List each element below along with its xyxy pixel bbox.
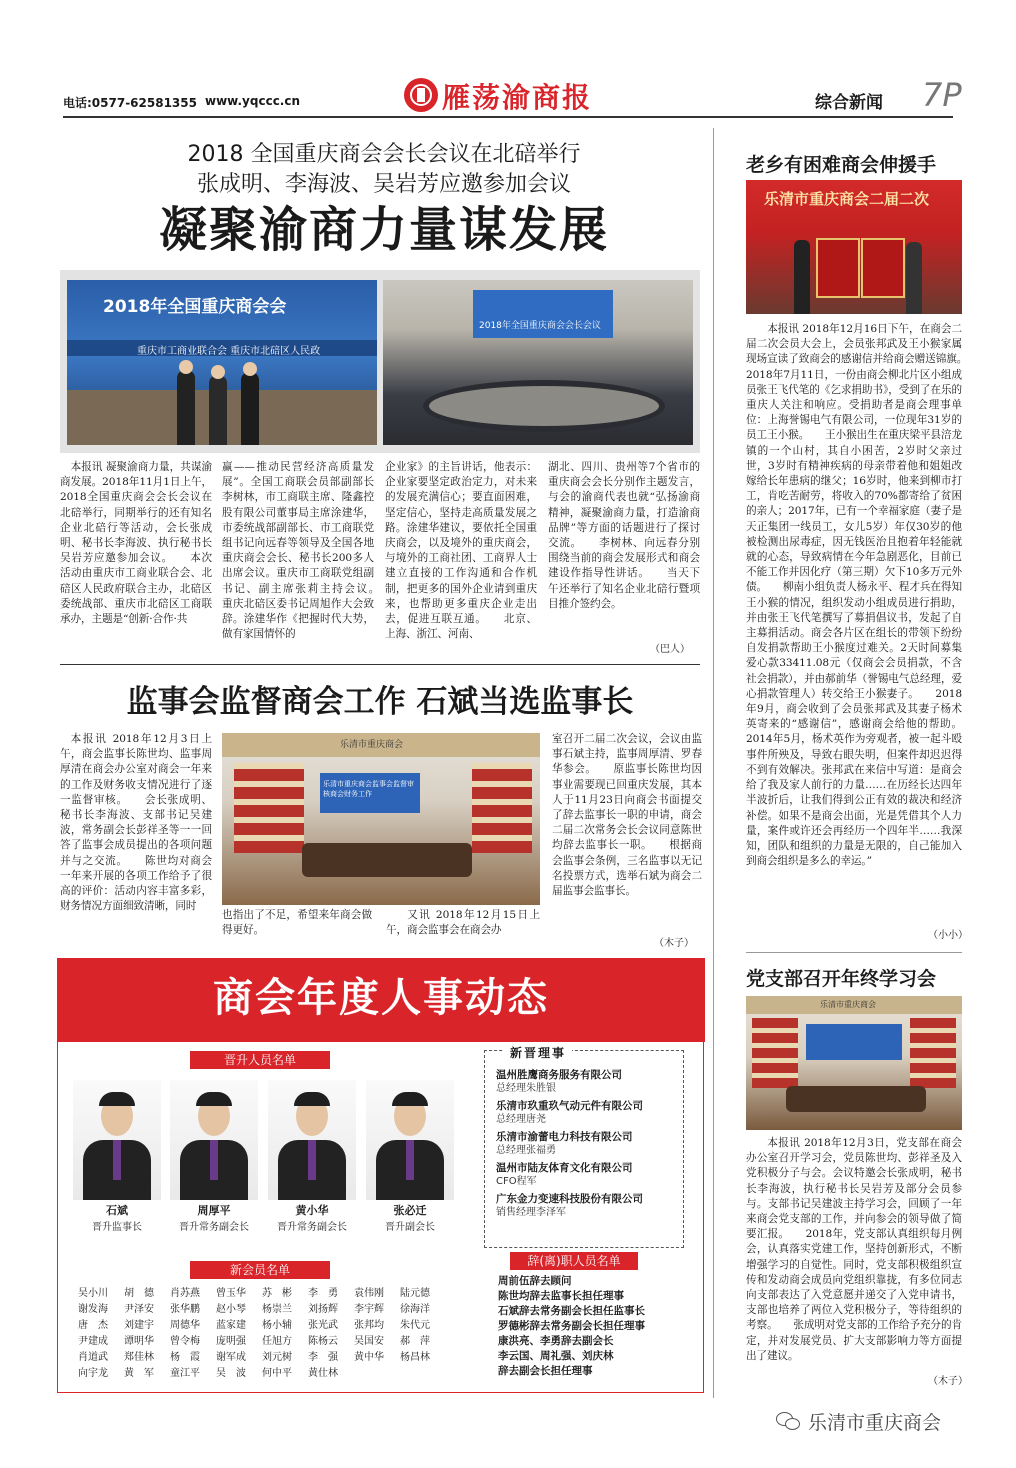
paper-name: 雁荡渝商报: [442, 81, 593, 114]
supervise-author: （木子）: [654, 938, 694, 949]
supervise-screen-text: 乐清市重庆商会监事会监督审核商会财务工作: [323, 780, 414, 798]
leave-item: 罗德彬辞去常务副会长担任理事: [498, 1320, 645, 1332]
leave-item: 周前伍辞去顾问: [498, 1275, 572, 1287]
sidebar2-wall-text: 乐清市重庆商会: [820, 1000, 876, 1009]
member-name: 任旭方: [262, 1336, 292, 1347]
leave-list: [498, 1274, 694, 1379]
member-name: 袁伟刚: [354, 1288, 384, 1299]
directors-header: 新晋理事: [504, 1044, 572, 1061]
personnel-title: 商会年度人事动态: [213, 975, 549, 1021]
member-name: 蓝家建: [216, 1320, 246, 1331]
member-name: 谭明华: [124, 1336, 154, 1347]
lead-photo-1: [67, 280, 377, 445]
member-name: 杨 霞: [170, 1352, 200, 1363]
sidebar1-title: 老乡有困难商会伸援手: [746, 154, 937, 176]
supervise-headline: 监事会监督商会工作 石斌当选监事长: [126, 684, 634, 720]
person-role: 晋升监事长: [92, 1222, 142, 1233]
member-name: 童江平: [170, 1368, 200, 1379]
member-name: 郑佳林: [124, 1352, 154, 1363]
director-item: 乐清市渝蕾电力科技有限公司 总经理张福勇: [496, 1131, 633, 1156]
member-name: 曾令梅: [170, 1336, 200, 1347]
leave-header: 辞(离)职人员名单: [510, 1252, 638, 1270]
supervise-wall-text: 乐清市重庆商会: [340, 740, 404, 750]
member-name: 刘建宇: [124, 1320, 154, 1331]
lead-text-col-3: 企业家》的主旨讲话，他表示：企业家要坚定政治定力，对未来的发展充满信心；要直面困难，坚定信心，坚持走高质量发展之路。涂建华建议，要依托全国重庆商会，以及境外的重庆商会，与境外的工商社团、工商界人士建立直接的工作沟通和合作机制，把更多的国外企业请到重庆来，也帮助更多重庆企业走出去，促进互联互通。 北京、上海、浙江、河南、: [385, 461, 537, 641]
promo-header: 晋升人员名单: [190, 1051, 330, 1069]
header-phone: 电话:0577-62581355: [63, 96, 197, 110]
person-name: 周厚平: [197, 1204, 231, 1217]
lead-headline: 凝聚渝商力量谋发展: [158, 202, 609, 258]
lead-subtitle-1: 2018 全国重庆商会会长会议在北碚举行: [187, 142, 581, 167]
paper-logo: [404, 78, 438, 112]
sidebar1-author: （小小）: [928, 930, 968, 941]
member-name: 胡 德: [124, 1288, 154, 1299]
member-name: 朱代元: [400, 1320, 430, 1331]
photo1-sub-text: 重庆市工商业联合会 重庆市北碚区人民政: [137, 346, 321, 357]
leave-item: 石斌辞去常务副会长担任监事长: [498, 1305, 645, 1317]
lead-photo-2: [383, 280, 693, 445]
director-item: 广东金力变速科技股份有限公司 销售经理李泽军: [496, 1193, 643, 1218]
column-divider: [713, 128, 714, 1398]
member-name: 黄 军: [124, 1368, 154, 1379]
person-card: [268, 1080, 356, 1233]
member-name: 苏 彬: [262, 1288, 292, 1299]
photo1-banner-text: 2018年全国重庆商会会: [103, 297, 287, 317]
person-photo: [170, 1080, 258, 1200]
member-name: 张华鹏: [170, 1304, 200, 1315]
director-item: 温州胜鹰商务服务有限公司 总经理朱胜银: [496, 1069, 622, 1094]
person-role: 晋升副会长: [385, 1222, 435, 1233]
member-name: [354, 1367, 400, 1381]
member-name: 尹建成: [78, 1336, 108, 1347]
wechat-icon: [776, 1410, 802, 1432]
lead-subtitle-2: 张成明、李海波、吴岩芳应邀参加会议: [196, 172, 571, 197]
section-name: 综合新闻: [815, 93, 883, 113]
supervise-text-col-2b: 又讯 2018年12月15日上午，商会监事会在商会办: [386, 909, 540, 937]
member-name: 杨小辅: [262, 1320, 292, 1331]
member-name: 曾玉华: [216, 1288, 246, 1299]
footer-watermark: 乐清市重庆商会: [808, 1412, 942, 1434]
member-name: 向宇龙: [78, 1368, 108, 1379]
member-name: 李宇辉: [354, 1304, 384, 1315]
member-name: [400, 1367, 446, 1381]
member-name: 谢发海: [78, 1304, 108, 1315]
sidebar2-photo: [746, 996, 962, 1130]
header-rule: [63, 116, 953, 118]
personnel-title-bar: [57, 958, 705, 1042]
new-members-header: 新会员名单: [190, 1261, 330, 1279]
lead-text-col-2: 赢——推动民营经济高质量发展”。全国工商联会员部副部长李树林，市工商联主席、隆鑫控股有限公司董事局主席涂建华，市委统战部副部长、市工商联党组书记向远春等领导及全国各地重庆商会会长、秘书长200多人出席会议。重庆市工商联党组副书记、副主席张莉主持会议。 重庆北碚区委书记周旭作大会致辞。涂建华作《把握时代大势，做有家国情怀的: [222, 461, 374, 641]
member-name: 赵小琴: [216, 1304, 246, 1315]
header-website: www.yqccc.cn: [205, 94, 301, 108]
meeting-table: [302, 843, 472, 877]
supervise-text-col-2a: 也指出了不足，希望来年商会做得更好。: [222, 909, 372, 937]
conference-table: [423, 380, 665, 432]
member-name: 吴 波: [216, 1368, 246, 1379]
page-number: 7P: [922, 76, 962, 114]
lead-text-col-1: 本报讯 凝聚渝商力量，共谋渝商发展。2018年11月1日上午，2018全国重庆商会会长会议在北碚举行，同期举行的还有知名企业北碚行等活动，会长张成明、秘书长李海波、执行秘书长吴岩芳应邀参加会议。 本次活动由重庆市工商业联合会、北碚区人民政府联合主办，北碚区委统战部、重庆市北碚区工商联承办，主题是“创新·合作·共: [60, 461, 212, 626]
person-photo: [366, 1080, 454, 1200]
photo2-banner-text: 2018年全国重庆商会会长会议: [479, 321, 601, 331]
member-name: 张光武: [308, 1320, 338, 1331]
member-name: 肖苏燕: [170, 1288, 200, 1299]
member-name: 黄中华: [354, 1352, 384, 1363]
person-name: 石斌: [106, 1204, 128, 1217]
member-name: 徐海洋: [400, 1304, 430, 1315]
sidebar2-title: 党支部召开年终学习会: [746, 966, 962, 992]
member-name: 吴国安: [354, 1336, 384, 1347]
leave-item: 康洪亮、李勇辞去副会长: [498, 1335, 614, 1347]
directors-list: [496, 1068, 678, 1220]
member-name: 何中平: [262, 1368, 292, 1379]
member-name: 谢军成: [216, 1352, 246, 1363]
silk-banner: [816, 238, 860, 298]
member-name: 刘扬辉: [308, 1304, 338, 1315]
person-figure: [209, 375, 227, 445]
member-name: 刘元树: [262, 1352, 292, 1363]
director-item: 温州市陆友体育文化有限公司 CFO程军: [496, 1162, 633, 1187]
supervise-text-col-1: 本报讯 2018年12月3日上午，商会监事长陈世均、监事周厚清在商会办公室对商会一年来的工作及财务收支情况进行了逐一监督审核。 会长张成明、秘书长李海波、支部书记吴建波，常务副会长彭祥圣等一一回答了监事会成员提出的各项问题并与之交流。 陈世均对商会一年来开展的各项工作给予了很高的评价：活动内容丰富多彩，财务情况方面细致清晰，同时: [60, 733, 212, 913]
sidebar2-text: 本报讯 2018年12月3日，党支部在商会办公室召开学习会，党员陈世均、彭祥圣及入党积极分子与会。会议特邀会长张成明，秘书长李海波，执行秘书长吴岩芳及部分会员参与。支部书记吴建波主持学习会，回顾了一年来商会党支部的工作，并向参会的领导做了简要汇报。 2018年，党支部认真组织每月例会，认真落实党建工作，坚持创新形式，不断增强学习的自觉性。同时，党支部积极组织宣传和发动商会成员向党组织靠拢，有多位同志向支部表达了入党意愿并递交了入党申请书，支部也培养了两位入党积极分子，等待组织的考察。 张成明对党支部的工作给予充分的肯定，并对发展党员、扩大支部影响力等方面提出了建议。: [746, 1137, 962, 1362]
person-photo: [268, 1080, 356, 1200]
person-role: 晋升常务副会长: [179, 1222, 249, 1233]
sidebar1-text: 本报讯 2018年12月16日下午，在商会二届二次会员大会上，会员张邦武及王小猴家属现场宣读了致商会的感谢信并给商会赠送锦旗。 2018年7月11日，一份由商会柳北片区小组成员张王飞代笔的《乞求捐助书》，受到了在乐的重庆人关注和响应。受捐助者是商会理事单位：上海誉锡电气有限公司，一位现年31岁的员工王小猴。 王小猴出生在重庆梁平县涪龙镇的一个山村，其自小困苦，2岁时父亲过世，3岁时有精神疾病的母亲带着他和姐姐改嫁给长年患病的继父；16岁时，他来到柳市打工，肯吃苦耐劳，将收入的70%都寄给了贫困的亲人；2017年，已有一个幸福家庭（妻子是天正集团一线员工，女儿5岁）年仅30岁的他被检测出尿毒症，因无钱医治且抱着年轻能就就的心态，导致病情在今年急剧恶化，目前已不能工作并因化疗（第三期）欠下10多万元外债。 柳南小组负责人杨永平、程才兵在得知王小猴的情况，组织发动小组成员进行捐助，并由张王飞代笔撰写了募捐倡议书，发起了自主募捐活动。商会各片区在组长的带领下纷纷自发捐款帮助王小猴度过难关。2天时间募集爱心款33411.08元（仅商会会员捐款，不含社会捐款），并由郝前华（誉锡电气总经理，爱心捐款管理人）转交给王小猴妻子。 2018年9月，商会收到了会员张邦武及其妻子杨术英寄来的“感谢信”，感谢商会给他的帮助。2014年5月，杨术英作为旁观者，被一起斗殴事件所殃及，导致右眼失明，但案件却迟迟得不到有效解决。张邦武在来信中写道：是商会给了我及家人前行的力量……在历经长达四年半波折后，让我们得到公正有效的裁决和经济补偿。如果不是商会出面，光是凭借其个人力量，案件或许还会再经历一个四年半……我深知，团队和组织的力量是无限的，自己能加入到商会组织是多么的幸运。”: [746, 323, 962, 868]
member-name: 周德华: [170, 1320, 200, 1331]
member-name: 尹泽安: [124, 1304, 154, 1315]
sidebar2-author: （木子）: [928, 1372, 968, 1387]
member-name: 陆元德: [400, 1288, 430, 1299]
person-name: 黄小华: [295, 1204, 329, 1217]
person-role: 晋升常务副会长: [277, 1222, 347, 1233]
lead-author: （巴人）: [650, 644, 690, 655]
leave-item: 李云国、周礼强、刘庆林: [498, 1350, 614, 1362]
sidebar1-photo: [746, 180, 962, 314]
person-figure: [177, 370, 195, 445]
director-item: 乐清市玖重玖气动元件有限公司 总经理唐尧: [496, 1100, 643, 1125]
lead-text-col-4: 湖北、四川、贵州等7个省市的重庆商会会长分别作主题发言，与会的渝商代表也就“弘扬渝商精神，凝聚渝商力量，打造渝商品牌”等方面的话题进行了探讨交流。 李树林、向远春分别围绕当前的商会发展形式和商会建设作指导性讲话。 当天下午还举行了知名企业北碚行暨项目推介签约会。: [548, 461, 700, 610]
person-photo: [73, 1080, 161, 1200]
silk-banner: [861, 238, 905, 298]
member-name: 杨昌林: [400, 1352, 430, 1363]
member-name: 李 强: [308, 1352, 338, 1363]
member-name: 唐 杰: [78, 1320, 108, 1331]
leave-item: 辞去副会长担任理事: [498, 1365, 593, 1377]
member-name: 庞明强: [216, 1336, 246, 1347]
sidebar-divider: [746, 952, 962, 953]
section-divider: [60, 664, 700, 665]
new-members-list: [78, 1287, 446, 1381]
person-figure: [241, 372, 259, 445]
person-card: [170, 1080, 258, 1233]
supervise-text-col-3: 室召开二届二次会议，会议由监事石斌主持，监事周厚清、罗春华参会。 原监事长陈世均因事业需要现已回重庆发展，其本人于11月23日向商会书面提交了辞去监事长一职的申请，商会二届二次常务会长会议同意陈世均辞去监事长一职。 根据商会监事会条例，三名监事以无记名投票方式，选举石斌为商会二届监事会监事长。: [552, 733, 702, 898]
person-name: 张必迁: [393, 1204, 427, 1217]
person-card: [366, 1080, 454, 1233]
person-card: [73, 1080, 161, 1233]
member-name: 吴小川: [78, 1288, 108, 1299]
member-name: 郝 萍: [400, 1336, 430, 1347]
supervise-photo: [222, 733, 540, 905]
meeting-table: [786, 1086, 926, 1112]
leave-item: 陈世均辞去监事长担任理事: [498, 1290, 624, 1302]
member-name: 肖道武: [78, 1352, 108, 1363]
member-name: 黄仕林: [308, 1368, 338, 1379]
member-name: 陈杨云: [308, 1336, 338, 1347]
member-name: 杨崇兰: [262, 1304, 292, 1315]
sidebar1-banner-text: 乐清市重庆商会二届二次: [764, 190, 930, 208]
member-name: 李 勇: [308, 1288, 338, 1299]
member-name: 张邦均: [354, 1320, 384, 1331]
